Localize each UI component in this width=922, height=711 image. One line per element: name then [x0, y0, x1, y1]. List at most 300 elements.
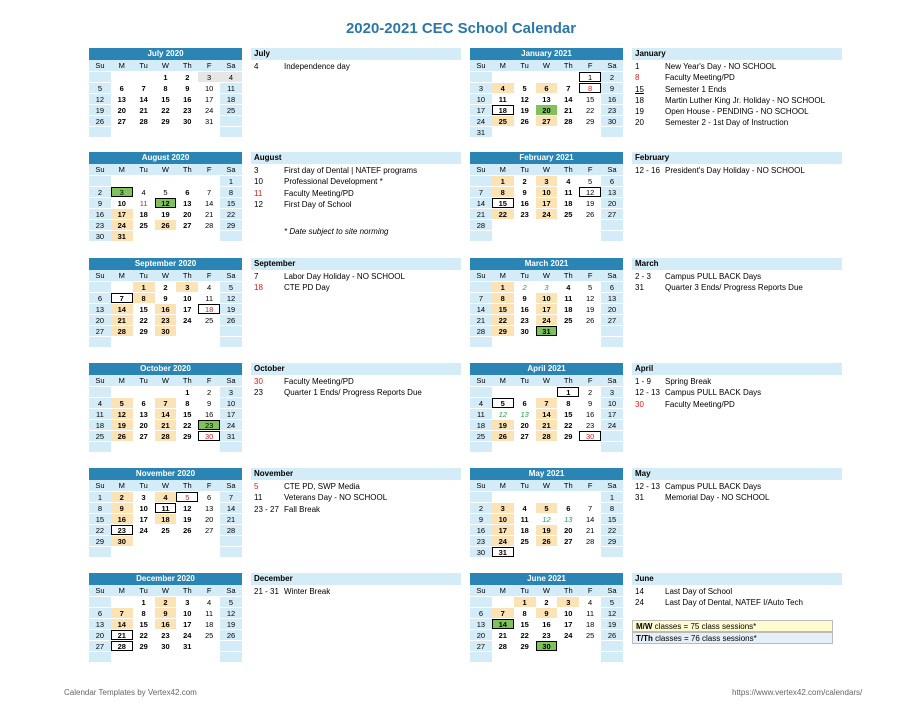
day-cell [220, 536, 242, 546]
day-cell: 1 [601, 492, 623, 502]
event-date: 20 [635, 118, 644, 128]
day-cell: 26 [155, 220, 177, 230]
weekday-label: Th [563, 61, 573, 70]
weekday-label: Sa [607, 481, 617, 490]
day-cell: 19 [220, 619, 242, 629]
day-cell [514, 220, 536, 230]
day-cell: 16 [89, 209, 111, 219]
day-cell: 24 [601, 420, 623, 430]
footer-credit: Calendar Templates by Vertex42.com [64, 688, 197, 697]
day-cell: 2 [588, 388, 593, 397]
day-cell: 1 [492, 282, 514, 292]
day-cell: 9 [588, 399, 593, 408]
day-cell: 26 [89, 116, 111, 126]
day-cell [111, 547, 133, 557]
week-row [89, 71, 242, 82]
day-cell [579, 641, 601, 651]
weekday-header-row [470, 164, 623, 175]
weekday-label: Th [563, 481, 573, 490]
day-cell [514, 387, 536, 397]
day-cell: 15 [520, 620, 529, 629]
day-cell: 16 [155, 619, 177, 629]
day-cell [220, 116, 242, 126]
event-date: 30 [635, 399, 644, 409]
day-cell: 14 [220, 503, 242, 513]
event-item [635, 387, 895, 398]
weekday-label: Su [95, 376, 105, 385]
event-item [254, 188, 454, 199]
weekday-header-row [89, 60, 242, 71]
day-cell: 14 [470, 304, 492, 314]
weekday-label: Su [476, 586, 486, 595]
day-cell: 31 [111, 231, 133, 241]
day-cell: 9 [89, 198, 111, 208]
day-cell: 27 [520, 432, 529, 441]
day-cell: 2 [522, 177, 527, 186]
weekday-label: Su [476, 376, 486, 385]
event-date: 12 [254, 199, 263, 209]
day-cell: 1 [133, 282, 155, 292]
day-cell: 21 [111, 630, 133, 640]
weekday-label: F [206, 586, 212, 595]
day-cell: 24 [204, 106, 214, 115]
day-cell: 29 [139, 327, 148, 336]
event-item [635, 492, 895, 503]
day-cell: 14 [585, 515, 595, 524]
day-cell: 17 [536, 198, 558, 208]
events-month-header: October [251, 363, 461, 375]
weekday-label: Th [182, 586, 192, 595]
day-cell: 5 [536, 503, 558, 513]
day-cell: 27 [470, 641, 492, 651]
day-cell: 10 [117, 199, 126, 208]
weekday-header-row [470, 60, 623, 71]
event-date: 8 [635, 73, 640, 83]
event-item [635, 84, 895, 95]
day-cell [111, 652, 133, 662]
day-cell: 14 [564, 95, 573, 104]
week-row [89, 430, 242, 441]
event-item [635, 481, 895, 492]
day-cell: 7 [220, 492, 242, 502]
day-cell [220, 326, 242, 336]
day-cell: 13 [520, 410, 529, 419]
day-cell: 22 [585, 106, 595, 115]
day-cell: 13 [204, 504, 214, 513]
day-cell: 5 [492, 398, 514, 408]
day-cell: 1 [220, 176, 242, 186]
day-cell [557, 127, 579, 137]
weekday-label: W [542, 586, 550, 595]
day-cell [579, 231, 601, 241]
day-cell: 7 [111, 608, 133, 618]
day-cell [111, 72, 133, 82]
day-cell [514, 337, 536, 347]
day-cell: 11 [89, 409, 111, 419]
event-item [635, 376, 895, 387]
day-cell: 18 [520, 526, 529, 535]
day-cell [89, 127, 111, 137]
day-cell: 7 [470, 187, 492, 197]
day-cell: 29 [161, 117, 170, 126]
month-calendar [89, 48, 242, 137]
day-cell: 19 [520, 106, 529, 115]
weekday-label: Tu [520, 271, 529, 280]
day-cell: 27 [564, 537, 573, 546]
day-cell: 10 [204, 84, 214, 93]
day-cell: 12 [89, 94, 111, 104]
event-item [635, 106, 895, 117]
day-cell [514, 492, 536, 502]
day-cell [492, 652, 514, 662]
week-row [89, 386, 242, 397]
weekday-label: M [499, 61, 506, 70]
week-row [470, 618, 623, 629]
day-cell: 20 [183, 210, 192, 219]
day-cell [89, 72, 111, 82]
day-cell [579, 326, 601, 336]
week-row [470, 524, 623, 535]
event-date: 18 [254, 283, 263, 293]
day-cell: 30 [89, 231, 111, 241]
weekday-label: M [499, 165, 506, 174]
day-cell: 26 [220, 630, 242, 640]
day-cell [155, 176, 177, 186]
day-cell: 18 [564, 305, 573, 314]
day-cell: 4 [566, 283, 571, 292]
day-cell: 20 [520, 421, 529, 430]
day-cell: 18 [204, 620, 214, 629]
month-header: May 2021 [470, 468, 623, 480]
day-cell: 11 [586, 609, 595, 618]
weekday-label: Sa [607, 165, 617, 174]
week-row [470, 325, 623, 336]
weekday-label: Tu [520, 586, 529, 595]
day-cell [492, 492, 514, 502]
weekday-label: M [118, 481, 125, 490]
week-row [470, 596, 623, 607]
day-cell: 21 [536, 420, 558, 430]
day-cell: 20 [117, 106, 126, 115]
week-row [89, 524, 242, 535]
day-cell: 8 [492, 187, 514, 197]
day-cell: 23 [183, 106, 192, 115]
day-cell: 11 [520, 515, 529, 524]
weekday-label: W [542, 481, 550, 490]
event-date: 2 - 3 [635, 272, 652, 281]
day-cell: 18 [139, 210, 148, 219]
event-item [254, 376, 454, 387]
day-cell: 4 [220, 72, 242, 82]
events-list [254, 61, 454, 72]
day-cell: 14 [111, 304, 133, 314]
day-cell: 9 [111, 503, 133, 513]
events-list [254, 271, 454, 294]
day-cell [579, 220, 601, 230]
week-row [89, 607, 242, 618]
day-cell: 27 [204, 526, 214, 535]
month-calendar [470, 48, 623, 137]
event-date: 7 [254, 272, 259, 281]
day-cell: 5 [89, 83, 111, 93]
week-row [470, 115, 623, 126]
day-cell: 25 [204, 316, 214, 325]
day-cell: 26 [520, 117, 529, 126]
weekday-label: Tu [139, 586, 148, 595]
day-cell: 31 [536, 326, 558, 336]
day-cell: 29 [520, 642, 529, 651]
event-item [254, 165, 454, 176]
week-row [89, 175, 242, 186]
day-cell: 3 [470, 83, 492, 93]
events-month-header: August [251, 152, 461, 164]
month-header: April 2021 [470, 363, 623, 375]
weekday-header-row [89, 270, 242, 281]
day-cell: 17 [111, 209, 133, 219]
day-cell: 6 [601, 282, 623, 292]
weekday-label: M [118, 376, 125, 385]
day-cell: 4 [566, 177, 571, 186]
day-cell: 19 [161, 210, 170, 219]
day-cell [198, 536, 220, 546]
event-text: Independence day [284, 62, 350, 71]
day-cell [536, 72, 558, 82]
day-cell: 22 [139, 631, 148, 640]
weekday-header-row [470, 480, 623, 491]
day-cell: 18 [220, 94, 242, 104]
day-cell [536, 492, 558, 502]
week-row [89, 502, 242, 513]
day-cell: 5 [176, 492, 198, 502]
event-item [635, 95, 895, 106]
day-cell: 29 [601, 536, 623, 546]
day-cell [470, 231, 492, 241]
event-item [254, 492, 454, 503]
event-item [635, 586, 895, 597]
day-cell: 8 [133, 293, 155, 303]
events-list [635, 271, 895, 294]
weekday-label: Sa [226, 481, 236, 490]
week-row [89, 197, 242, 208]
day-cell: 28 [564, 117, 573, 126]
weekday-label: W [542, 271, 550, 280]
day-cell: 19 [89, 105, 111, 115]
day-cell: 20 [601, 304, 623, 314]
day-cell: 2 [470, 503, 492, 513]
day-cell: 12 [601, 608, 623, 618]
day-cell: 29 [585, 117, 595, 126]
events-month-header: July [251, 48, 461, 60]
day-cell [133, 547, 155, 557]
weekday-label: Su [476, 271, 486, 280]
day-cell: 16 [470, 525, 492, 535]
day-cell: 24 [183, 316, 192, 325]
day-cell: 9 [470, 514, 492, 524]
day-cell: 3 [176, 282, 198, 292]
day-cell: 28 [111, 326, 133, 336]
weekday-header-row [89, 164, 242, 175]
day-cell [470, 282, 492, 292]
event-text: Faculty Meeting/PD [284, 188, 354, 198]
day-cell: 24 [470, 116, 492, 126]
day-cell: 31 [220, 431, 242, 441]
week-row [89, 93, 242, 104]
weekday-label: Th [563, 165, 573, 174]
weekday-header-row [89, 375, 242, 386]
day-cell: 20 [601, 198, 623, 208]
week-row [470, 502, 623, 513]
day-cell: 21 [220, 514, 242, 524]
week-row [470, 640, 623, 651]
day-cell: 21 [585, 526, 595, 535]
weekday-label: Tu [139, 376, 148, 385]
day-cell: 8 [89, 503, 111, 513]
day-cell: 12 [542, 515, 551, 524]
day-cell: 26 [220, 315, 242, 325]
event-date: 24 [635, 598, 644, 608]
day-cell [557, 641, 579, 651]
day-cell: 26 [492, 431, 514, 441]
event-text: Quarter 3 Ends/ Progress Reports Due [665, 283, 803, 293]
day-cell: 13 [139, 410, 148, 419]
day-cell: 27 [601, 209, 623, 219]
day-cell: 29 [564, 432, 573, 441]
day-cell: 4 [207, 283, 212, 292]
day-cell: 7 [207, 188, 212, 197]
day-cell: 21 [470, 209, 492, 219]
weekday-label: M [499, 376, 506, 385]
day-cell [601, 547, 623, 557]
day-cell: 25 [492, 116, 514, 126]
week-row [470, 336, 623, 347]
day-cell: 9 [185, 84, 190, 93]
day-cell: 13 [470, 619, 492, 629]
week-row [89, 596, 242, 607]
day-cell: 2 [522, 283, 527, 292]
day-cell: 10 [601, 398, 623, 408]
day-cell [220, 127, 242, 137]
day-cell: 29 [220, 220, 242, 230]
event-date: 19 [635, 107, 644, 117]
day-cell: 8 [163, 84, 168, 93]
day-cell: 12 [585, 294, 595, 303]
event-date: 3 [254, 166, 259, 175]
day-cell: 3 [185, 598, 190, 607]
event-date: 21 - 31 [254, 587, 279, 596]
day-cell: 22 [492, 209, 514, 219]
event-text: Campus PULL BACK Days [665, 272, 762, 281]
day-cell: 1 [579, 72, 601, 82]
day-cell: 12 [155, 198, 177, 208]
day-cell: 6 [141, 399, 146, 408]
events-month-header: January [632, 48, 842, 60]
day-cell [557, 220, 579, 230]
day-cell [492, 597, 514, 607]
weekday-label: Sa [607, 271, 617, 280]
event-date: 12 - 13 [635, 388, 660, 398]
day-cell [89, 176, 111, 186]
day-cell: 22 [89, 525, 111, 535]
day-cell: 10 [536, 187, 558, 197]
event-date: 31 [635, 283, 644, 293]
day-cell: 23 [542, 631, 551, 640]
event-item [254, 176, 454, 187]
day-cell: 12 [520, 95, 529, 104]
footer-url: https://www.vertex42.com/calendars/ [732, 688, 863, 697]
day-cell: 11 [498, 95, 507, 104]
day-cell [133, 127, 155, 137]
week-row [89, 303, 242, 314]
day-cell [492, 127, 514, 137]
day-cell [557, 492, 579, 502]
event-item [635, 597, 895, 608]
day-cell: 4 [155, 492, 177, 502]
day-cell [155, 652, 177, 662]
day-cell: 9 [522, 294, 527, 303]
day-cell [601, 641, 623, 651]
event-text: Professional Development * [284, 177, 383, 187]
month-calendar [470, 152, 623, 241]
day-cell: 10 [536, 293, 558, 303]
day-cell [176, 176, 198, 186]
month-calendar [470, 573, 623, 662]
event-item [635, 271, 895, 282]
week-row [470, 408, 623, 419]
week-row [89, 618, 242, 629]
day-cell: 13 [542, 95, 551, 104]
events-list [635, 376, 895, 410]
day-cell: 25 [564, 210, 573, 219]
day-cell: 28 [155, 431, 177, 441]
day-cell [557, 231, 579, 241]
day-cell: 21 [155, 420, 177, 430]
day-cell: 13 [564, 515, 573, 524]
day-cell: 27 [89, 326, 111, 336]
day-cell: 21 [111, 315, 133, 325]
day-cell: 11 [205, 609, 214, 618]
events-month-header: September [251, 258, 461, 270]
day-cell: 28 [111, 641, 133, 651]
day-cell: 23 [470, 536, 492, 546]
day-cell: 20 [89, 630, 111, 640]
day-cell [198, 326, 220, 336]
day-cell [536, 127, 558, 137]
day-cell: 30 [155, 326, 177, 336]
day-cell [155, 127, 177, 137]
day-cell [601, 326, 623, 336]
day-cell: 17 [470, 105, 492, 115]
weekday-label: Sa [226, 271, 236, 280]
day-cell: 31 [183, 642, 192, 651]
events-list [635, 61, 895, 129]
week-row [470, 535, 623, 546]
day-cell: 30 [470, 547, 492, 557]
day-cell: 25 [139, 221, 148, 230]
day-cell: 27 [89, 641, 111, 651]
page-title: 2020-2021 CEC School Calendar [345, 20, 577, 37]
week-row [470, 430, 623, 441]
events-list [635, 165, 895, 176]
day-cell: 11 [205, 294, 214, 303]
weekday-label: W [161, 271, 169, 280]
day-cell [198, 652, 220, 662]
day-cell: 17 [183, 305, 192, 314]
week-row [89, 640, 242, 651]
day-cell: 20 [89, 315, 111, 325]
day-cell: 7 [470, 293, 492, 303]
week-row [470, 546, 623, 557]
event-text: Faculty Meeting/PD [284, 377, 354, 386]
